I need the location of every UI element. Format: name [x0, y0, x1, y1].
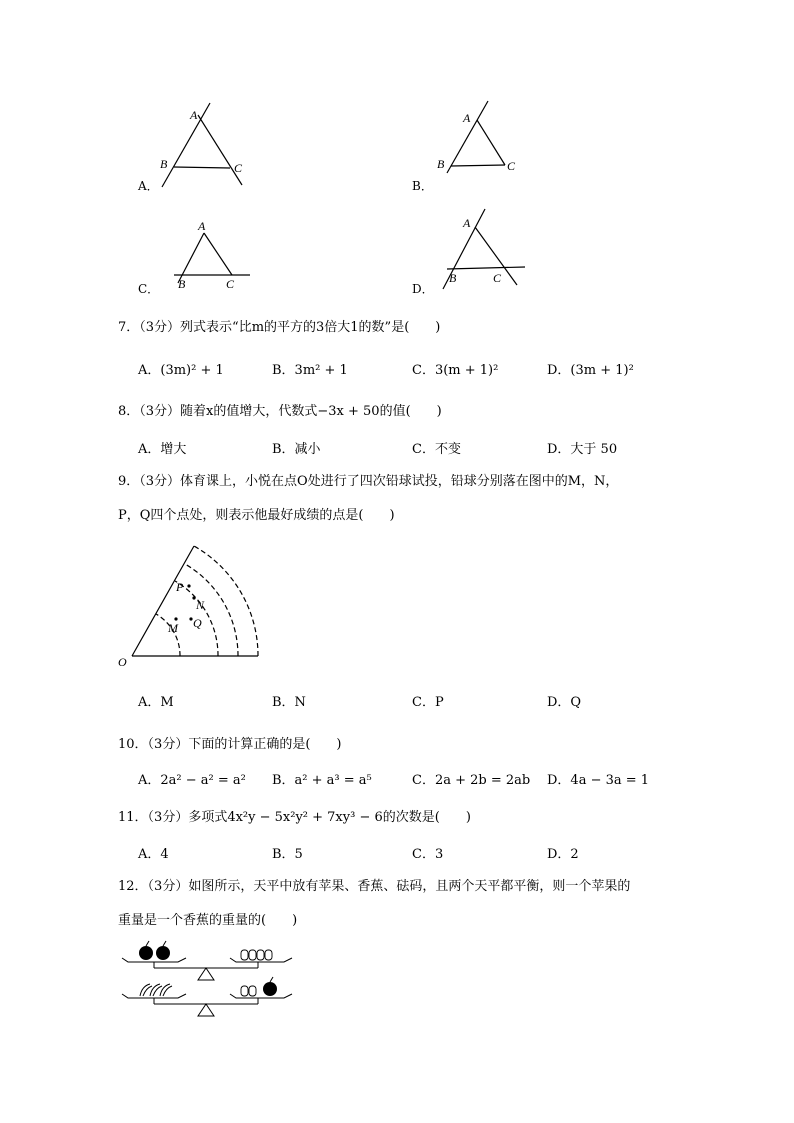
q8-option-d[interactable]: D．大于 50 [547, 442, 618, 457]
q8-option-a[interactable]: A．增大 [138, 442, 187, 457]
q6-figure-c [160, 215, 260, 295]
apple-icon [139, 946, 153, 960]
q6c-label-a: A [198, 219, 206, 233]
q9-option-b[interactable]: B．N [272, 695, 306, 710]
q8-option-c[interactable]: C．不变 [412, 442, 461, 457]
q6b-label-b: B [437, 157, 445, 171]
q7-option-c[interactable]: C．3(m + 1)² [412, 363, 499, 378]
q12-figure-balances [118, 938, 308, 1024]
q7-option-a[interactable]: A．(3m)² + 1 [138, 363, 224, 378]
balance-1 [122, 941, 292, 980]
q6-option-a-label[interactable]: A． [138, 179, 159, 193]
q6a-label-a: A [190, 108, 198, 122]
q6a-label-b: B [160, 157, 168, 171]
q9-option-a[interactable]: A．M [138, 695, 174, 710]
q10-option-b[interactable]: B．a² + a³ = a⁵ [272, 773, 372, 788]
q12-stem-line1: 12．（3分）如图所示，天平中放有苹果、香蕉、砝码，且两个天平都平衡，则一个苹果的 [118, 879, 631, 894]
q6b-label-a: A [463, 111, 471, 125]
q9-label-n: N [196, 598, 205, 612]
apple-icon [263, 982, 277, 996]
q6d-label-a: A [463, 216, 471, 230]
apple-icon [156, 946, 170, 960]
weights-icon [241, 950, 272, 960]
weights-icon [241, 986, 256, 996]
q7-option-b[interactable]: B．3m² + 1 [272, 363, 348, 378]
bananas-icon [140, 984, 172, 996]
q8-stem: 8．（3分）随着x的值增大，代数式−3x + 50的值( ) [118, 404, 442, 419]
q6a-label-c: C [234, 161, 243, 175]
q11-option-b[interactable]: B．5 [272, 847, 303, 862]
q6-option-c-label[interactable]: C． [138, 282, 160, 296]
q10-option-d[interactable]: D．4a − 3a = 1 [547, 773, 650, 788]
q6-option-d-label[interactable]: D． [412, 282, 434, 296]
q7-stem: 7．（3分）列式表示“比m的平方的3倍大1的数”是( ) [118, 320, 441, 335]
q11-option-c[interactable]: C．3 [412, 847, 444, 862]
q9-label-o: O [118, 655, 127, 669]
q6d-label-c: C [493, 271, 502, 285]
q9-stem-line2: P，Q四个点处，则表示他最好成绩的点是( ) [118, 508, 395, 523]
q6-figure-b [425, 95, 535, 195]
q11-option-d[interactable]: D．2 [547, 847, 579, 862]
q6-option-b-label[interactable]: B． [412, 179, 433, 193]
q6c-label-b: B [178, 277, 186, 291]
balance-2 [122, 977, 292, 1016]
q9-option-d[interactable]: D．Q [547, 695, 582, 710]
q10-stem: 10．（3分）下面的计算正确的是( ) [118, 737, 342, 752]
q10-option-a[interactable]: A．2a² − a² = a² [138, 773, 246, 788]
q6b-label-c: C [507, 159, 516, 173]
q10-option-c[interactable]: C．2a + 2b = 2ab [412, 773, 531, 788]
q9-figure-shotput-sector [118, 540, 268, 670]
q11-stem: 11．（3分）多项式4x²y − 5x²y² + 7xy³ − 6的次数是( ) [118, 810, 471, 825]
q9-label-m: M [168, 621, 178, 635]
q6d-label-b: B [449, 271, 457, 285]
q9-label-p: P [176, 580, 184, 594]
q12-stem-line2: 重量是一个香蕉的重量的( ) [118, 913, 298, 928]
q6c-label-c: C [226, 277, 235, 291]
q6-figure-a [150, 95, 260, 195]
q6-figure-d [425, 205, 535, 295]
q9-option-c[interactable]: C．P [412, 695, 444, 710]
q7-option-d[interactable]: D．(3m + 1)² [547, 363, 634, 378]
q11-option-a[interactable]: A．4 [138, 847, 169, 862]
q9-stem-line1: 9．（3分）体育课上，小悦在点O处进行了四次铅球试投，铅球分别落在图中的M，N， [118, 474, 619, 489]
q9-label-q: Q [193, 616, 202, 630]
q8-option-b[interactable]: B．减小 [272, 442, 321, 457]
